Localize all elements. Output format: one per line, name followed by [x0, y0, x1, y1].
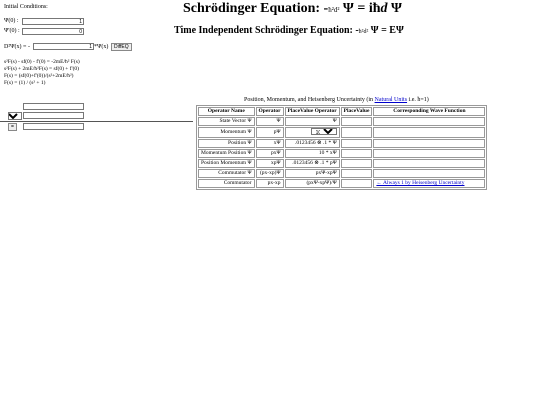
header-placevalue: PlaceValue [341, 107, 373, 116]
table-caption [244, 97, 429, 104]
initial-conditions-label: Initial Conditions: [4, 4, 48, 10]
row-operator: Ψ [256, 117, 284, 126]
row-wave-function [373, 127, 485, 138]
title-end: Ψ [387, 1, 402, 16]
momentum-placevalue-select[interactable] [311, 128, 337, 135]
subtitle-prefix: Time Independent Schrödinger Equation: - [174, 25, 359, 36]
title-d: d [380, 1, 388, 16]
row-wave-function [373, 139, 485, 148]
row-placevalue [341, 159, 373, 168]
row-wave-function [373, 159, 485, 168]
row-operator: px-xp [256, 179, 284, 188]
row-placevalue-operator: 10 * xΨ [285, 149, 340, 158]
row-operator: xΨ [256, 139, 284, 148]
equals-button[interactable]: = [8, 123, 17, 131]
row-operator-name: Position Ψ [198, 139, 255, 148]
dpsi0-input[interactable] [22, 28, 84, 35]
row-placevalue-operator: .0123456 ⊗ .1 * pΨ [285, 159, 340, 168]
calc-input-2[interactable] [23, 112, 84, 119]
table-row [198, 127, 485, 138]
math-line-4: F(s) = (1) / (s² + 1) [4, 80, 46, 86]
dpsi0-label: Ψ'(0) : [4, 28, 20, 34]
calc-input-1[interactable] [23, 103, 84, 110]
row-placevalue [341, 149, 373, 158]
caption-prefix: Position, Momentum, and Heisenberg Uncertainty (in [244, 97, 375, 103]
psi0-label: Ψ(0) : [4, 18, 19, 24]
math-line-1: s²F(s) - sf(0) - f'(0) = -2mE/ħ² F(s) [4, 59, 80, 65]
laplace-derivation [4, 59, 80, 87]
table-header-row [198, 107, 485, 116]
header-operator-name: Operator Name [198, 107, 255, 116]
row-wave-function [373, 179, 485, 188]
table-row [198, 159, 485, 168]
row-placevalue-operator: Ψ [285, 117, 340, 126]
row-operator-name: Commutator Ψ [198, 169, 255, 178]
separator-line [0, 121, 193, 122]
deq-prefix: D²Ψ(x) = - [4, 44, 30, 50]
row-operator-name: Position Momentum Ψ [198, 159, 255, 168]
subtitle-fraction: ħ²d² [358, 29, 369, 35]
subtitle-suffix: Ψ = EΨ [368, 25, 404, 36]
header-wave-function: Corresponding Wave Function [373, 107, 485, 116]
page-title [183, 1, 402, 18]
header-placevalue-operator: PlaceValue Operator [285, 107, 340, 116]
row-operator: pxΨ [256, 149, 284, 158]
table-row [198, 169, 485, 178]
heisenberg-uncertainty-link[interactable]: ← Always 1 by Heisenberg Uncertainty [376, 180, 465, 186]
deq-suffix: *Ψ(x) [94, 44, 109, 50]
title-prefix: Schrödinger Equation: - [183, 1, 329, 16]
row-placevalue [341, 117, 373, 126]
operator-table [196, 105, 487, 190]
row-operator-name: State Vector Ψ [198, 117, 255, 126]
deq-coefficient-input[interactable] [33, 43, 94, 50]
operator-select[interactable] [8, 112, 22, 120]
row-placevalue [341, 169, 373, 178]
row-operator: xpΨ [256, 159, 284, 168]
table-row [198, 117, 485, 126]
title-fraction: ħ²d² [328, 6, 340, 14]
math-line-2: s²F(s) + 2mE/ħ²F(s) = sf(0) + f'(0) [4, 66, 80, 72]
table-row [198, 149, 485, 158]
caption-suffix: i.e. ħ=1) [407, 97, 429, 103]
table-row [198, 139, 485, 148]
row-placevalue-operator [285, 127, 340, 138]
row-placevalue-operator: pxΨ-xpΨ [285, 169, 340, 178]
math-line-3: F(s) = (sf(0)+f'(0))/(s²+2mE/ħ²) [4, 73, 74, 79]
row-placevalue [341, 139, 373, 148]
row-placevalue-operator: .0123456 ⊗ .1 * Ψ [285, 139, 340, 148]
calc-result[interactable] [23, 123, 84, 130]
row-placevalue-operator: (pxΨ-xpΨ)/Ψ [285, 179, 340, 188]
title-suffix: Ψ = iħ [339, 1, 381, 16]
psi0-input[interactable] [22, 18, 84, 25]
page-subtitle [174, 25, 404, 38]
row-operator: pΨ [256, 127, 284, 138]
row-wave-function [373, 117, 485, 126]
row-wave-function [373, 169, 485, 178]
row-placevalue [341, 127, 373, 138]
row-placevalue [341, 179, 373, 188]
natural-units-link[interactable]: Natural Units [374, 97, 408, 103]
header-operator: Operator [256, 107, 284, 116]
table-row [198, 179, 485, 188]
row-operator-name: Commutator [198, 179, 255, 188]
row-operator-name: Momentum Position Ψ [198, 149, 255, 158]
diffeq-button[interactable]: DiffEQ [111, 43, 132, 51]
row-operator-name: Momentum Ψ [198, 127, 255, 138]
row-operator: (px-xp)Ψ [256, 169, 284, 178]
row-wave-function [373, 149, 485, 158]
